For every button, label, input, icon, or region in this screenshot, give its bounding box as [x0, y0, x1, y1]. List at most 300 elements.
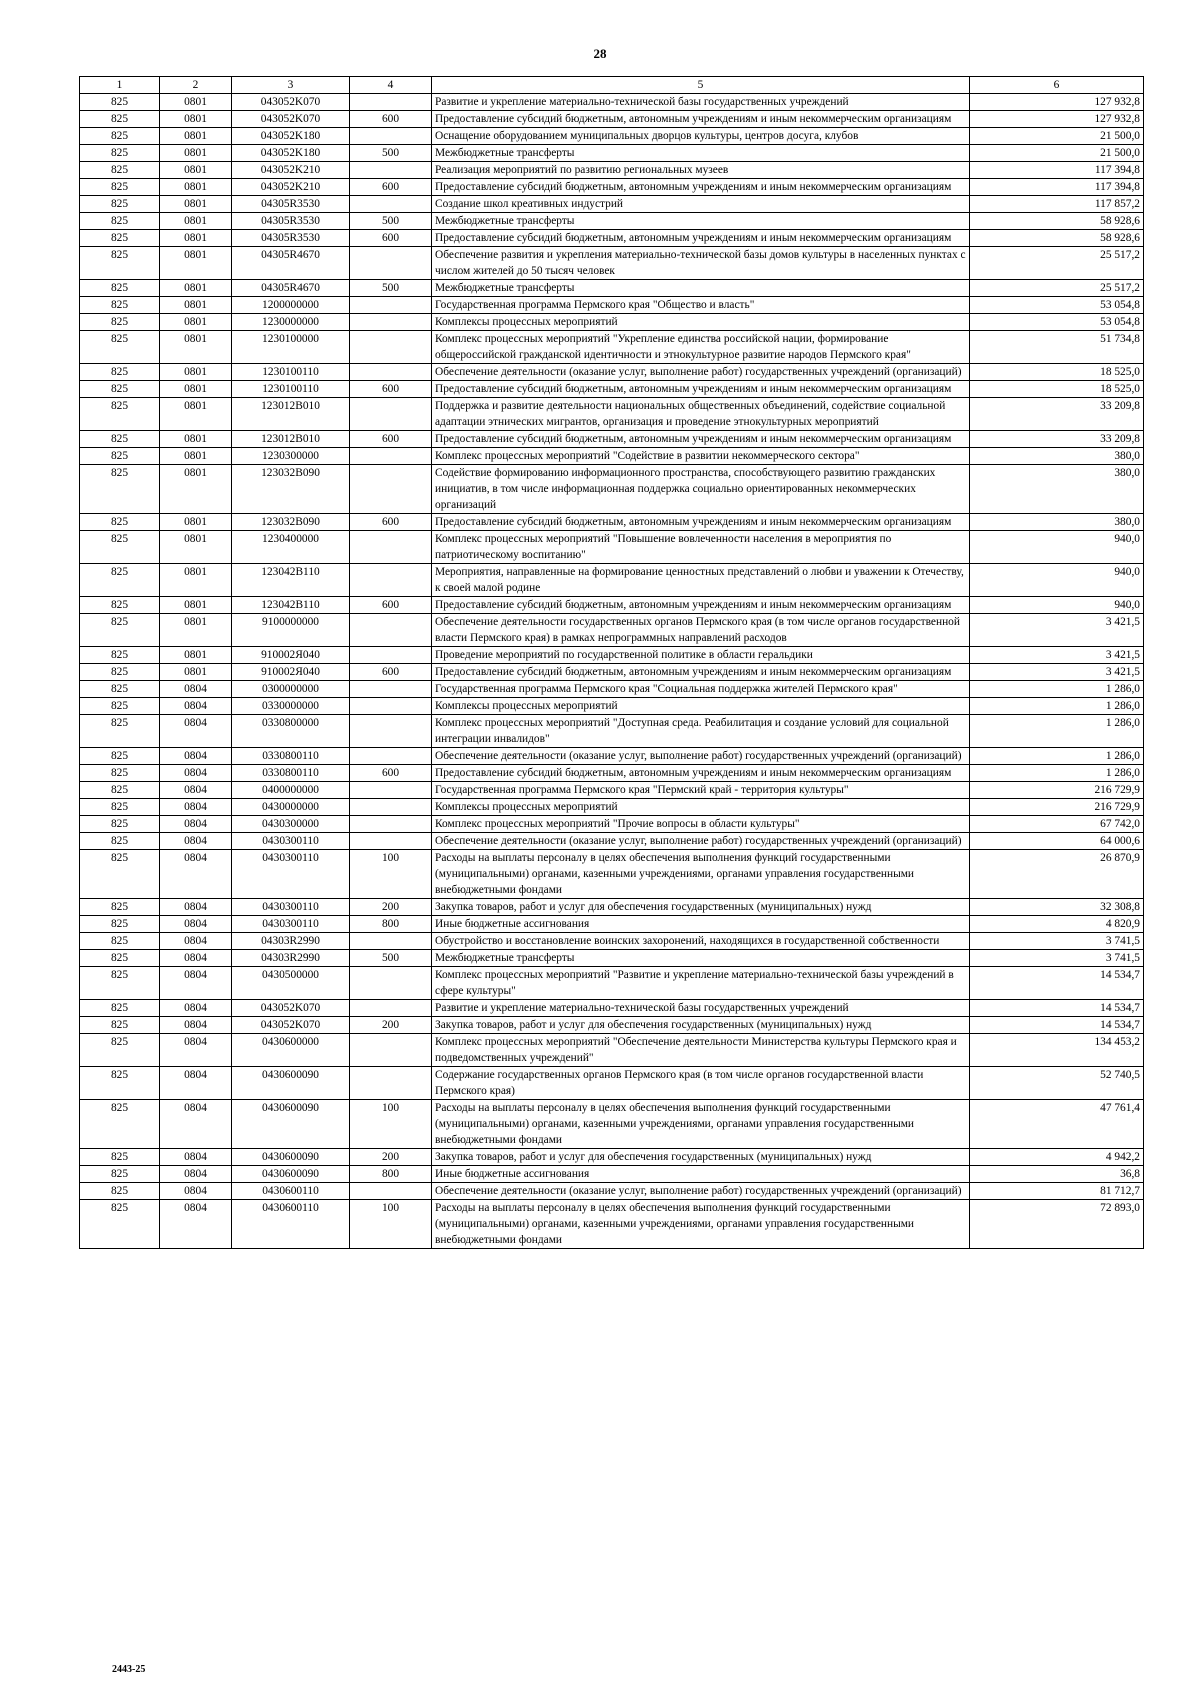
cell-amount: 18 525,0	[970, 381, 1144, 398]
table-row	[80, 381, 1144, 398]
cell-section: 0804	[160, 1067, 232, 1100]
cell-section: 0801	[160, 280, 232, 297]
cell-ministry: 825	[80, 1017, 160, 1034]
table-header	[80, 77, 1144, 94]
cell-amount: 380,0	[970, 448, 1144, 465]
cell-section: 0801	[160, 564, 232, 597]
cell-section: 0804	[160, 933, 232, 950]
table-row	[80, 850, 1144, 899]
cell-expense-type	[350, 1183, 432, 1200]
cell-amount: 380,0	[970, 514, 1144, 531]
cell-section: 0804	[160, 1200, 232, 1249]
cell-expense-type	[350, 681, 432, 698]
cell-expense-type	[350, 715, 432, 748]
cell-ministry: 825	[80, 698, 160, 715]
cell-ministry: 825	[80, 465, 160, 514]
cell-target-item: 043052K070	[232, 94, 350, 111]
cell-section: 0804	[160, 715, 232, 748]
cell-amount: 51 734,8	[970, 331, 1144, 364]
cell-expense-type	[350, 614, 432, 647]
cell-expense-type: 100	[350, 850, 432, 899]
cell-amount: 3 421,5	[970, 664, 1144, 681]
cell-amount: 53 054,8	[970, 314, 1144, 331]
cell-description: Межбюджетные трансферты	[432, 280, 970, 297]
cell-ministry: 825	[80, 597, 160, 614]
cell-description: Комплекс процессных мероприятий "Повышение вовлеченности населения в мероприятия по патриотическому воспитанию"	[432, 531, 970, 564]
cell-ministry: 825	[80, 933, 160, 950]
cell-amount: 14 534,7	[970, 1000, 1144, 1017]
cell-target-item: 1230400000	[232, 531, 350, 564]
cell-description: Расходы на выплаты персоналу в целях обеспечения выполнения функций государственными (муниципальными) органами, казенными учреждениями, органами управления государственными внебюджетными фондами	[432, 1100, 970, 1149]
cell-ministry: 825	[80, 748, 160, 765]
cell-ministry: 825	[80, 647, 160, 664]
cell-amount: 940,0	[970, 564, 1144, 597]
cell-expense-type: 600	[350, 514, 432, 531]
cell-section: 0804	[160, 950, 232, 967]
cell-target-item: 0430300000	[232, 816, 350, 833]
cell-target-item: 0330000000	[232, 698, 350, 715]
cell-amount: 52 740,5	[970, 1067, 1144, 1100]
cell-description: Проведение мероприятий по государственной политике в области геральдики	[432, 647, 970, 664]
cell-amount: 18 525,0	[970, 364, 1144, 381]
cell-description: Иные бюджетные ассигнования	[432, 916, 970, 933]
cell-section: 0804	[160, 1100, 232, 1149]
cell-amount: 32 308,8	[970, 899, 1144, 916]
cell-target-item: 0430300110	[232, 850, 350, 899]
table-row	[80, 196, 1144, 213]
cell-amount: 72 893,0	[970, 1200, 1144, 1249]
cell-target-item: 1230100110	[232, 364, 350, 381]
cell-amount: 3 741,5	[970, 933, 1144, 950]
cell-ministry: 825	[80, 916, 160, 933]
cell-expense-type: 500	[350, 950, 432, 967]
cell-amount: 134 453,2	[970, 1034, 1144, 1067]
cell-amount: 81 712,7	[970, 1183, 1144, 1200]
cell-expense-type	[350, 1034, 432, 1067]
column-header-4: 4	[350, 77, 432, 94]
cell-ministry: 825	[80, 213, 160, 230]
cell-target-item: 043052K180	[232, 128, 350, 145]
cell-amount: 117 394,8	[970, 162, 1144, 179]
cell-target-item: 910002Я040	[232, 647, 350, 664]
cell-section: 0801	[160, 614, 232, 647]
cell-target-item: 0430000000	[232, 799, 350, 816]
table-row	[80, 782, 1144, 799]
cell-expense-type	[350, 448, 432, 465]
cell-ministry: 825	[80, 448, 160, 465]
cell-section: 0804	[160, 1000, 232, 1017]
cell-target-item: 0430600090	[232, 1067, 350, 1100]
table-row	[80, 162, 1144, 179]
cell-section: 0804	[160, 816, 232, 833]
table-row	[80, 531, 1144, 564]
cell-target-item: 123042B110	[232, 597, 350, 614]
cell-amount: 67 742,0	[970, 816, 1144, 833]
cell-target-item: 1230300000	[232, 448, 350, 465]
table-row	[80, 916, 1144, 933]
table-row	[80, 213, 1144, 230]
cell-target-item: 0430600090	[232, 1149, 350, 1166]
cell-ministry: 825	[80, 715, 160, 748]
cell-amount: 33 209,8	[970, 398, 1144, 431]
table-row	[80, 448, 1144, 465]
table-row	[80, 698, 1144, 715]
cell-expense-type	[350, 196, 432, 213]
cell-amount: 1 286,0	[970, 765, 1144, 782]
header-row	[80, 77, 1144, 94]
table-row	[80, 514, 1144, 531]
cell-amount: 380,0	[970, 465, 1144, 514]
cell-ministry: 825	[80, 381, 160, 398]
cell-amount: 14 534,7	[970, 967, 1144, 1000]
cell-ministry: 825	[80, 331, 160, 364]
cell-section: 0801	[160, 94, 232, 111]
cell-amount: 21 500,0	[970, 128, 1144, 145]
cell-description: Государственная программа Пермского края "Общество и власть"	[432, 297, 970, 314]
cell-section: 0801	[160, 597, 232, 614]
cell-target-item: 0430600110	[232, 1200, 350, 1249]
cell-description: Комплекс процессных мероприятий "Развитие и укрепление материально-технической базы учреждений в сфере культуры"	[432, 967, 970, 1000]
cell-section: 0801	[160, 514, 232, 531]
table-row	[80, 799, 1144, 816]
table-row	[80, 128, 1144, 145]
cell-section: 0801	[160, 314, 232, 331]
cell-target-item: 1200000000	[232, 297, 350, 314]
cell-target-item: 0300000000	[232, 681, 350, 698]
table-row	[80, 297, 1144, 314]
table-row	[80, 1149, 1144, 1166]
cell-section: 0801	[160, 297, 232, 314]
table-row	[80, 933, 1144, 950]
cell-amount: 26 870,9	[970, 850, 1144, 899]
cell-ministry: 825	[80, 1200, 160, 1249]
cell-target-item: 1230100000	[232, 331, 350, 364]
cell-target-item: 04303R2990	[232, 950, 350, 967]
cell-amount: 3 421,5	[970, 647, 1144, 664]
column-header-1: 1	[80, 77, 160, 94]
budget-table	[79, 76, 1144, 1249]
cell-ministry: 825	[80, 816, 160, 833]
cell-amount: 14 534,7	[970, 1017, 1144, 1034]
cell-target-item: 1230100110	[232, 381, 350, 398]
table-row	[80, 94, 1144, 111]
cell-expense-type: 600	[350, 230, 432, 247]
cell-ministry: 825	[80, 145, 160, 162]
cell-amount: 1 286,0	[970, 715, 1144, 748]
cell-description: Реализация мероприятий по развитию региональных музеев	[432, 162, 970, 179]
cell-expense-type	[350, 933, 432, 950]
cell-expense-type	[350, 247, 432, 280]
cell-description: Обеспечение деятельности государственных органов Пермского края (в том числе органов государственной власти Пермского края) в рамках непрограммных направлений расходов	[432, 614, 970, 647]
cell-expense-type	[350, 314, 432, 331]
cell-description: Комплексы процессных мероприятий	[432, 698, 970, 715]
cell-expense-type: 500	[350, 145, 432, 162]
cell-ministry: 825	[80, 162, 160, 179]
document-code: 2443-25	[112, 1664, 146, 1675]
cell-expense-type: 200	[350, 1149, 432, 1166]
cell-target-item: 043052K070	[232, 111, 350, 128]
cell-ministry: 825	[80, 531, 160, 564]
table-row	[80, 681, 1144, 698]
cell-amount: 64 000,6	[970, 833, 1144, 850]
table-row	[80, 331, 1144, 364]
cell-target-item: 043052K210	[232, 179, 350, 196]
cell-expense-type	[350, 297, 432, 314]
cell-target-item: 0430600000	[232, 1034, 350, 1067]
table-row	[80, 465, 1144, 514]
cell-target-item: 0400000000	[232, 782, 350, 799]
cell-description: Оснащение оборудованием муниципальных дворцов культуры, центров досуга, клубов	[432, 128, 970, 145]
cell-expense-type: 600	[350, 664, 432, 681]
cell-expense-type	[350, 1000, 432, 1017]
cell-amount: 127 932,8	[970, 94, 1144, 111]
cell-amount: 1 286,0	[970, 698, 1144, 715]
cell-expense-type	[350, 967, 432, 1000]
cell-ministry: 825	[80, 833, 160, 850]
cell-section: 0801	[160, 448, 232, 465]
cell-ministry: 825	[80, 196, 160, 213]
table-row	[80, 230, 1144, 247]
table-row	[80, 1200, 1144, 1249]
cell-description: Комплекс процессных мероприятий "Прочие вопросы в области культуры"	[432, 816, 970, 833]
cell-expense-type: 600	[350, 179, 432, 196]
cell-expense-type	[350, 465, 432, 514]
cell-ministry: 825	[80, 1034, 160, 1067]
cell-description: Закупка товаров, работ и услуг для обеспечения государственных (муниципальных) нужд	[432, 1149, 970, 1166]
table-row	[80, 748, 1144, 765]
table-row	[80, 247, 1144, 280]
cell-ministry: 825	[80, 128, 160, 145]
cell-target-item: 123012B010	[232, 431, 350, 448]
cell-expense-type: 500	[350, 213, 432, 230]
cell-ministry: 825	[80, 799, 160, 816]
cell-expense-type: 500	[350, 280, 432, 297]
cell-expense-type	[350, 816, 432, 833]
cell-ministry: 825	[80, 967, 160, 1000]
cell-target-item: 1230000000	[232, 314, 350, 331]
cell-expense-type	[350, 331, 432, 364]
cell-section: 0801	[160, 162, 232, 179]
cell-description: Предоставление субсидий бюджетным, автономным учреждениям и иным некоммерческим организациям	[432, 765, 970, 782]
table-row	[80, 179, 1144, 196]
table-row	[80, 1100, 1144, 1149]
cell-section: 0804	[160, 782, 232, 799]
cell-description: Обустройство и восстановление воинских захоронений, находящихся в государственной собственности	[432, 933, 970, 950]
cell-section: 0801	[160, 230, 232, 247]
cell-ministry: 825	[80, 280, 160, 297]
cell-expense-type: 600	[350, 765, 432, 782]
cell-ministry: 825	[80, 664, 160, 681]
cell-description: Государственная программа Пермского края "Пермский край - территория культуры"	[432, 782, 970, 799]
cell-amount: 25 517,2	[970, 280, 1144, 297]
cell-target-item: 9100000000	[232, 614, 350, 647]
cell-section: 0801	[160, 531, 232, 564]
table-row	[80, 833, 1144, 850]
cell-expense-type	[350, 564, 432, 597]
cell-ministry: 825	[80, 247, 160, 280]
cell-description: Предоставление субсидий бюджетным, автономным учреждениям и иным некоммерческим организациям	[432, 111, 970, 128]
cell-amount: 1 286,0	[970, 681, 1144, 698]
cell-ministry: 825	[80, 850, 160, 899]
cell-expense-type	[350, 94, 432, 111]
cell-ministry: 825	[80, 297, 160, 314]
cell-target-item: 123042B110	[232, 564, 350, 597]
cell-section: 0804	[160, 799, 232, 816]
cell-description: Комплекс процессных мероприятий "Обеспечение деятельности Министерства культуры Пермского края и подведомственных учреждений"	[432, 1034, 970, 1067]
cell-description: Закупка товаров, работ и услуг для обеспечения государственных (муниципальных) нужд	[432, 899, 970, 916]
cell-target-item: 04303R2990	[232, 933, 350, 950]
cell-expense-type: 100	[350, 1200, 432, 1249]
table-row	[80, 664, 1144, 681]
cell-description: Предоставление субсидий бюджетным, автономным учреждениям и иным некоммерческим организациям	[432, 431, 970, 448]
cell-ministry: 825	[80, 1166, 160, 1183]
column-header-2: 2	[160, 77, 232, 94]
table-row	[80, 564, 1144, 597]
cell-section: 0804	[160, 1017, 232, 1034]
cell-target-item: 043052K070	[232, 1017, 350, 1034]
cell-section: 0804	[160, 899, 232, 916]
cell-ministry: 825	[80, 314, 160, 331]
table-row	[80, 111, 1144, 128]
cell-target-item: 0330800110	[232, 765, 350, 782]
cell-target-item: 0330800110	[232, 748, 350, 765]
cell-expense-type	[350, 799, 432, 816]
table-row	[80, 715, 1144, 748]
cell-section: 0804	[160, 698, 232, 715]
cell-amount: 1 286,0	[970, 748, 1144, 765]
cell-description: Обеспечение деятельности (оказание услуг, выполнение работ) государственных учреждений (организаций)	[432, 833, 970, 850]
table-row	[80, 1017, 1144, 1034]
cell-expense-type: 800	[350, 916, 432, 933]
cell-description: Межбюджетные трансферты	[432, 145, 970, 162]
cell-expense-type: 600	[350, 431, 432, 448]
cell-section: 0801	[160, 213, 232, 230]
cell-section: 0804	[160, 681, 232, 698]
cell-description: Предоставление субсидий бюджетным, автономным учреждениям и иным некоммерческим организациям	[432, 664, 970, 681]
cell-target-item: 043052K070	[232, 1000, 350, 1017]
cell-target-item: 0430600090	[232, 1166, 350, 1183]
cell-description: Предоставление субсидий бюджетным, автономным учреждениям и иным некоммерческим организациям	[432, 230, 970, 247]
cell-section: 0801	[160, 398, 232, 431]
cell-amount: 4 820,9	[970, 916, 1144, 933]
cell-description: Обеспечение развития и укрепления материально-технической базы домов культуры в населенных пунктах с числом жителей до 50 тысяч человек	[432, 247, 970, 280]
cell-amount: 117 857,2	[970, 196, 1144, 213]
cell-section: 0801	[160, 331, 232, 364]
cell-target-item: 123012B010	[232, 398, 350, 431]
table-row	[80, 1067, 1144, 1100]
cell-target-item: 123032B090	[232, 465, 350, 514]
cell-target-item: 04305R3530	[232, 213, 350, 230]
cell-amount: 216 729,9	[970, 782, 1144, 799]
cell-target-item: 0430600090	[232, 1100, 350, 1149]
cell-expense-type	[350, 398, 432, 431]
cell-expense-type	[350, 1067, 432, 1100]
cell-section: 0804	[160, 1034, 232, 1067]
cell-target-item: 0430600110	[232, 1183, 350, 1200]
table-row	[80, 1183, 1144, 1200]
cell-amount: 36,8	[970, 1166, 1144, 1183]
cell-ministry: 825	[80, 681, 160, 698]
cell-description: Расходы на выплаты персоналу в целях обеспечения выполнения функций государственными (муниципальными) органами, казенными учреждениями, органами управления государственными внебюджетными фондами	[432, 1200, 970, 1249]
cell-amount: 58 928,6	[970, 213, 1144, 230]
cell-ministry: 825	[80, 398, 160, 431]
cell-description: Обеспечение деятельности (оказание услуг, выполнение работ) государственных учреждений (организаций)	[432, 748, 970, 765]
cell-section: 0804	[160, 850, 232, 899]
cell-section: 0804	[160, 1149, 232, 1166]
table-row	[80, 145, 1144, 162]
cell-target-item: 04305R3530	[232, 230, 350, 247]
cell-expense-type	[350, 128, 432, 145]
cell-ministry: 825	[80, 1000, 160, 1017]
cell-expense-type: 600	[350, 381, 432, 398]
cell-section: 0801	[160, 179, 232, 196]
cell-amount: 58 928,6	[970, 230, 1144, 247]
table-row	[80, 614, 1144, 647]
cell-description: Обеспечение деятельности (оказание услуг, выполнение работ) государственных учреждений (организаций)	[432, 1183, 970, 1200]
table-row	[80, 816, 1144, 833]
cell-amount: 127 932,8	[970, 111, 1144, 128]
cell-target-item: 043052K210	[232, 162, 350, 179]
cell-expense-type: 200	[350, 1017, 432, 1034]
cell-section: 0801	[160, 247, 232, 280]
cell-description: Межбюджетные трансферты	[432, 213, 970, 230]
cell-section: 0804	[160, 1183, 232, 1200]
cell-description: Содействие формированию информационного пространства, способствующего развитию гражданских инициатив, в том числе информационная поддержка социально ориентированных некоммерческих организаций	[432, 465, 970, 514]
cell-expense-type: 800	[350, 1166, 432, 1183]
cell-ministry: 825	[80, 782, 160, 799]
cell-target-item: 0330800000	[232, 715, 350, 748]
cell-section: 0801	[160, 128, 232, 145]
cell-expense-type	[350, 833, 432, 850]
cell-target-item: 0430300110	[232, 899, 350, 916]
cell-amount: 47 761,4	[970, 1100, 1144, 1149]
cell-amount: 33 209,8	[970, 431, 1144, 448]
cell-expense-type	[350, 782, 432, 799]
cell-target-item: 0430300110	[232, 916, 350, 933]
cell-description: Комплекс процессных мероприятий "Содействие в развитии некоммерческого сектора"	[432, 448, 970, 465]
cell-ministry: 825	[80, 179, 160, 196]
cell-target-item: 0430500000	[232, 967, 350, 1000]
cell-expense-type: 600	[350, 111, 432, 128]
table-row	[80, 1166, 1144, 1183]
cell-section: 0801	[160, 111, 232, 128]
cell-ministry: 825	[80, 94, 160, 111]
cell-description: Создание школ креативных индустрий	[432, 196, 970, 213]
cell-expense-type	[350, 364, 432, 381]
cell-description: Предоставление субсидий бюджетным, автономным учреждениям и иным некоммерческим организациям	[432, 381, 970, 398]
cell-section: 0801	[160, 381, 232, 398]
table-row	[80, 314, 1144, 331]
cell-section: 0804	[160, 916, 232, 933]
cell-amount: 940,0	[970, 531, 1144, 564]
table-row	[80, 765, 1144, 782]
cell-expense-type: 200	[350, 899, 432, 916]
cell-section: 0801	[160, 431, 232, 448]
cell-description: Комплекс процессных мероприятий "Доступная среда. Реабилитация и создание условий для социальной интеграции инвалидов"	[432, 715, 970, 748]
cell-amount: 3 421,5	[970, 614, 1144, 647]
cell-section: 0801	[160, 664, 232, 681]
cell-ministry: 825	[80, 564, 160, 597]
cell-section: 0801	[160, 465, 232, 514]
table-row	[80, 647, 1144, 664]
cell-section: 0801	[160, 196, 232, 213]
cell-expense-type	[350, 162, 432, 179]
column-header-6: 6	[970, 77, 1144, 94]
cell-amount: 117 394,8	[970, 179, 1144, 196]
cell-expense-type	[350, 647, 432, 664]
table-row	[80, 899, 1144, 916]
cell-section: 0801	[160, 647, 232, 664]
